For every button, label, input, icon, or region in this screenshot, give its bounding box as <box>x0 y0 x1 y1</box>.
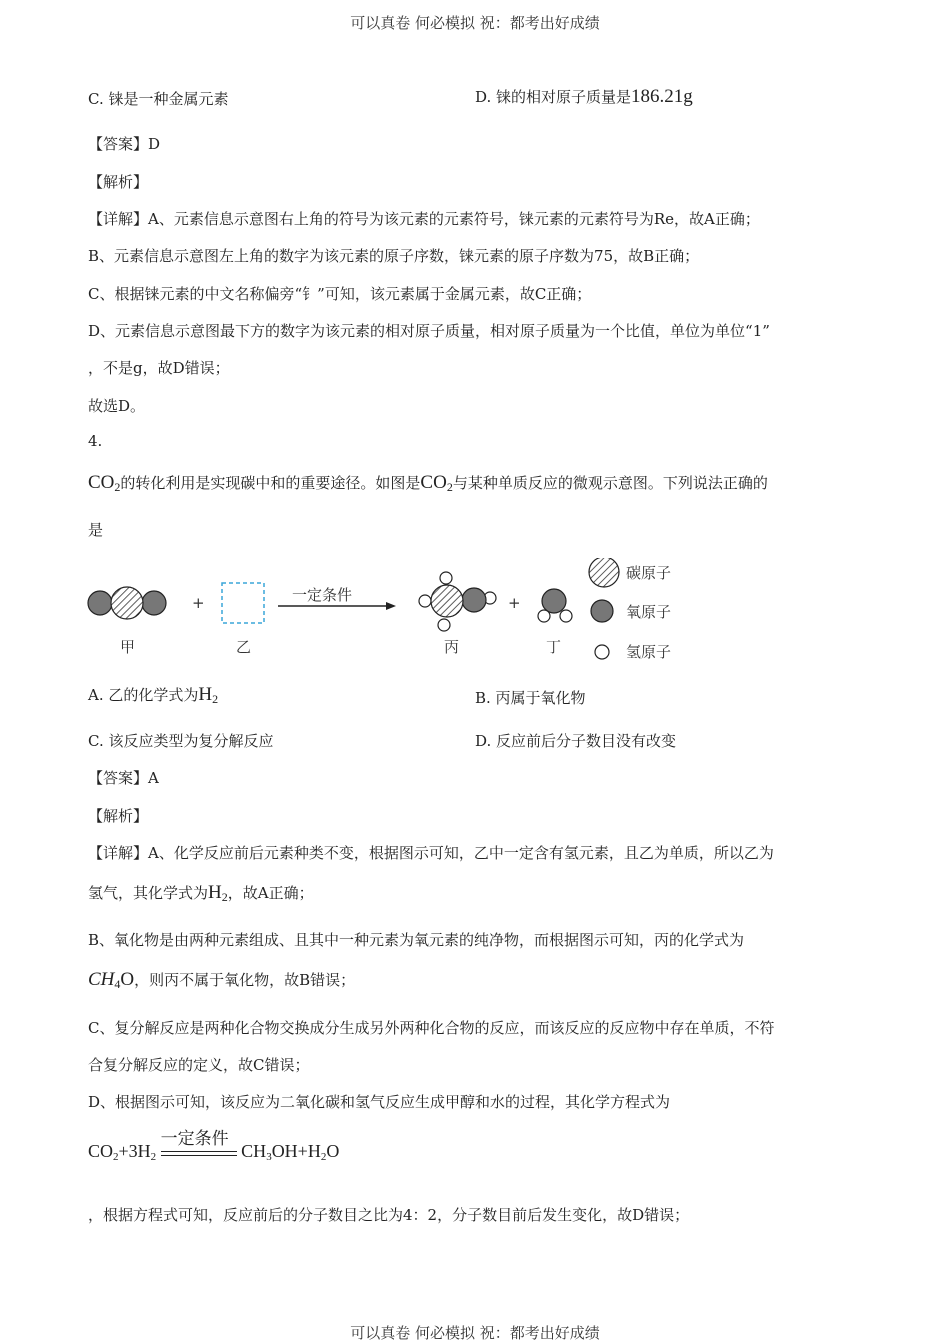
arrow-head <box>386 602 396 610</box>
legend-hydrogen: 氢原子 <box>626 643 672 661</box>
detail-line: C、根据铼元素的中文名称偏旁“钅”可知，该元素属于金属元素，故C正确； <box>88 285 592 303</box>
molecule-ding <box>538 589 572 622</box>
page-footer: 可以真卷 何必模拟 祝：都考出好成绩 <box>350 1324 600 1342</box>
oxygen-atom-legend-icon <box>591 600 613 622</box>
detail-line: C、复分解反应是两种化合物交换成分生成另外两种化合物的反应，而该反应的反应物中存在单质，不符 <box>88 1019 775 1037</box>
question-number: 4. <box>88 432 103 450</box>
label-ding: 丁 <box>546 638 562 656</box>
molecule-jia <box>88 587 166 619</box>
co2-formula: $CO_2$ <box>88 472 121 494</box>
legend-oxygen: 氧原子 <box>626 603 672 621</box>
detail-line: D、根据图示可知，该反应为二氧化碳和氢气反应生成甲醇和水的过程，其化学方程式为 <box>88 1093 671 1111</box>
arrow-label: 一定条件 <box>292 586 353 604</box>
ch4o-formula: $CH_4O$ <box>88 969 135 991</box>
option-d: D. 反应前后分子数目没有改变 <box>475 732 677 750</box>
option-b: B. 丙属于氧化物 <box>475 689 586 707</box>
plus-sign: + <box>508 594 521 612</box>
answer-label: 【答案】D <box>88 135 161 153</box>
legend-carbon: 碳原子 <box>626 564 672 582</box>
question-stem-end: 是 <box>88 521 104 539</box>
detail-line: 【详解】A、化学反应前后元素种类不变，根据图示可知，乙中一定含有氢元素，且乙为单质，所以乙为 <box>88 844 774 862</box>
chemical-equation: $CO_2+3H_2$ 一定条件 $CH_3OH+H_2O$ <box>88 1128 340 1163</box>
analysis-label: 【解析】 <box>88 807 149 825</box>
option-d-value: 186.21g <box>631 86 693 107</box>
plus-sign: + <box>192 594 205 612</box>
detail-line: 合复分解反应的定义，故C错误； <box>88 1056 310 1074</box>
h2-formula: $H_2$ <box>198 684 219 706</box>
detail-line: $CH_4O$，则丙不属于氧化物，故B错误； <box>88 969 356 991</box>
page-header: 可以真卷 何必模拟 祝：都考出好成绩 <box>350 14 600 32</box>
reaction-diagram <box>80 558 720 668</box>
detail-line: B、氧化物是由两种元素组成、且其中一种元素为氧元素的纯净物，而根据图示可知，丙的化学式为 <box>88 931 745 949</box>
co2-formula: $CO_2$ <box>420 472 453 494</box>
carbon-atom-legend-icon <box>589 558 619 587</box>
detail-line: 【详解】A、元素信息示意图右上角的符号为该元素的元素符号，铼元素的元素符号为Re，故A正确； <box>88 210 760 228</box>
detail-line: 氢气，其化学式为$H_2$，故A正确； <box>88 882 314 904</box>
detail-line: 故选D。 <box>88 397 146 415</box>
option-d-text: D. 铼的相对原子质量是 <box>475 88 632 106</box>
molecule-bing <box>419 572 496 631</box>
label-bing: 丙 <box>444 638 460 656</box>
question-stem: $CO_2$的转化利用是实现碳中和的重要途径。如图是$CO_2$与某种单质反应的微观示意图。下列说法正确的 <box>88 472 768 494</box>
detail-line: ，不是g，故D错误； <box>88 359 230 377</box>
label-jia: 甲 <box>120 638 136 656</box>
detail-line: ，根据方程式可知，反应前后的分子数目之比为4：2，分子数目前后发生变化，故D错误； <box>88 1206 690 1224</box>
option-d <box>475 86 693 108</box>
label-yi: 乙 <box>236 638 252 656</box>
equation-condition: 一定条件 <box>161 1144 237 1162</box>
analysis-label: 【解析】 <box>88 173 149 191</box>
answer-label: 【答案】A <box>88 769 159 787</box>
option-c: C. 该反应类型为复分解反应 <box>88 732 274 750</box>
hydrogen-atom-legend-icon <box>595 645 609 659</box>
h2-formula: $H_2$ <box>208 882 228 904</box>
detail-line: D、元素信息示意图最下方的数字为该元素的相对原子质量，相对原子质量为一个比值，单位为单位“1” <box>88 322 770 340</box>
option-a: A. 乙的化学式为$H_2$ <box>88 684 219 706</box>
option-c: C. 铼是一种金属元素 <box>88 90 229 108</box>
unknown-box <box>222 583 264 623</box>
detail-line: B、元素信息示意图左上角的数字为该元素的原子序数，铼元素的原子序数为75，故B正确； <box>88 247 700 265</box>
